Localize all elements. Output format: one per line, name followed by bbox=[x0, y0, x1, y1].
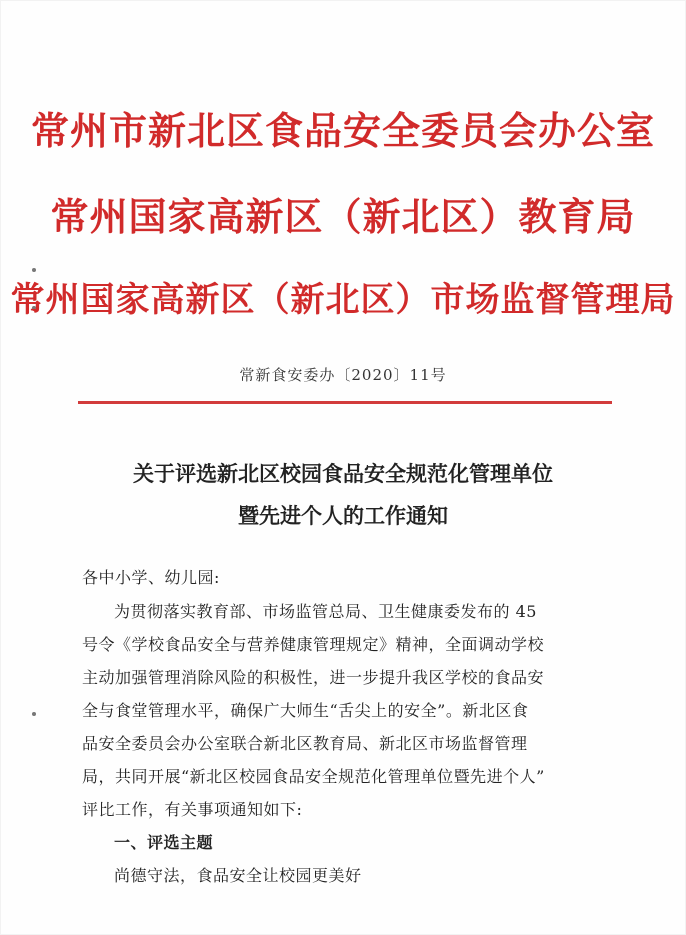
paragraph-line: 品安全委员会办公室联合新北区教育局、新北区市场监督管理 bbox=[82, 734, 528, 753]
title-line-2: 暨先进个人的工作通知 bbox=[238, 503, 448, 528]
section-heading: 一、评选主题 bbox=[114, 833, 214, 852]
section-text: 尚德守法，食品安全让校园更美好 bbox=[114, 866, 362, 885]
red-divider bbox=[78, 401, 612, 404]
paragraph-line: 号令《学校食品安全与营养健康管理规定》精神，全面调动学校 bbox=[82, 635, 545, 654]
salutation: 各中小学、幼儿园: bbox=[82, 568, 220, 587]
paragraph-line: 为贯彻落实教育部、市场监管总局、卫生健康委发布的 45 bbox=[114, 602, 537, 621]
paragraph-line: 全与食堂管理水平，确保广大师生“舌尖上的安全”。新北区食 bbox=[82, 701, 529, 720]
document-number: 常新食安委办〔2020〕11号 bbox=[239, 366, 447, 384]
paragraph-line: 局，共同开展“新北区校园食品安全规范化管理单位暨先进个人” bbox=[82, 767, 545, 786]
scan-mark bbox=[32, 712, 36, 716]
issuer-line-1: 常州市新北区食品安全委员会办公室 bbox=[30, 108, 655, 153]
issuer-line-3: 常州国家高新区（新北区）市场监督管理局 bbox=[10, 280, 676, 320]
paragraph-line: 评比工作，有关事项通知如下: bbox=[82, 800, 303, 819]
paragraph-line: 主动加强管理消除风险的积极性，进一步提升我区学校的食品安 bbox=[82, 668, 545, 687]
title-line-1: 关于评选新北区校园食品安全规范化管理单位 bbox=[133, 461, 553, 486]
issuer-line-2: 常州国家高新区（新北区）教育局 bbox=[50, 194, 636, 239]
